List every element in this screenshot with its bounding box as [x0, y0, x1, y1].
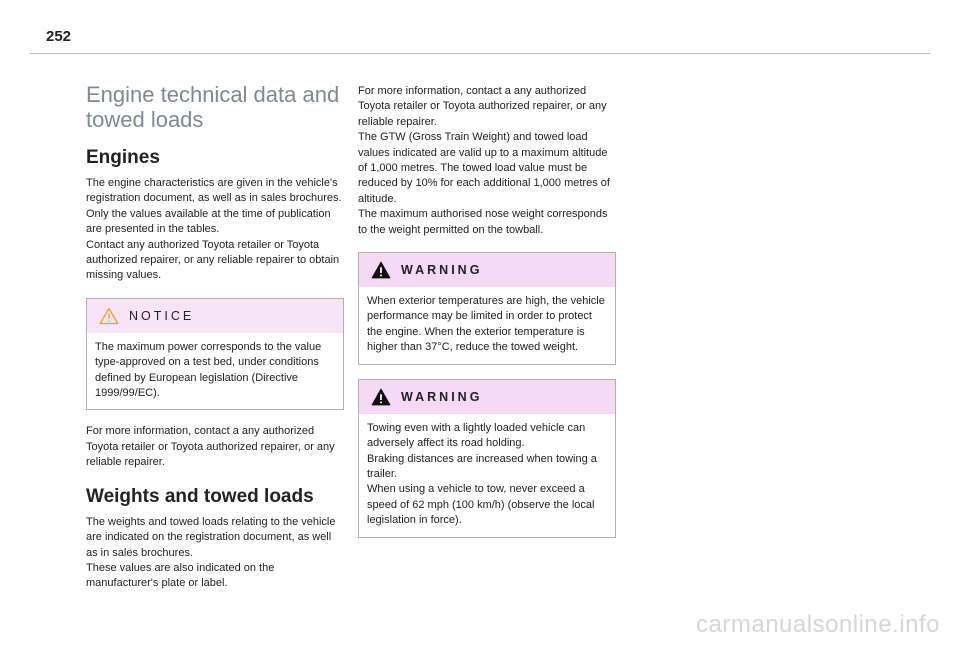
- warning-header-1: [359, 253, 615, 287]
- warning-header-2: [359, 380, 615, 414]
- warning-box-1: [358, 252, 616, 365]
- weights-text: The weights and towed loads relating to the vehicle are indicated on the registration document, as well as in sales brochures. These values are also indicated on the manufacturer's plate or label.: [86, 515, 336, 590]
- left-column: [86, 82, 344, 592]
- notice-box: [86, 298, 344, 411]
- notice-header: [87, 299, 343, 333]
- warning-triangle-icon: [371, 388, 391, 406]
- warning-triangle-outline-icon: [99, 307, 119, 325]
- watermark: carmanualsonline.info: [696, 611, 940, 638]
- page-number: 252: [46, 28, 72, 45]
- notice-label: NOTICE: [129, 308, 195, 323]
- warning-text-2: Towing even with a lightly loaded vehicle can adversely affect its road holding. Braking distances are increased when towing a trailer. When using a vehicle to tow, never exceed a speed of 62 mph (100 km/h) (observe the local legislation in force).: [367, 421, 597, 527]
- warning-body-2: [359, 414, 615, 537]
- page-title: Engine technical data and towed loads: [86, 82, 340, 132]
- intro-text: For more information, contact a any authorized Toyota retailer or Toyota authorized repairer, or any reliable repairer. The GTW (Gross Train Weight) and towed load values indicated are valid up to a maximum altitude of 1,000 metres. The towed load value must be reduced by 10% for each additional 1,000 metres of altitude. The maximum authorised nose weight corresponds to the weight permitted on the towball.: [358, 85, 610, 236]
- warning-text-1: When exterior temperatures are high, the vehicle performance may be limited in order to protect the engine. When the exterior temperature is higher than 37°C, reduce the towed weight.: [367, 295, 605, 354]
- header-rule: [30, 53, 930, 54]
- warning-body-1: [359, 287, 615, 364]
- weights-heading: Weights and towed loads: [86, 485, 314, 507]
- warning-label-2: WARNING: [401, 389, 483, 404]
- warning-label-1: WARNING: [401, 263, 483, 278]
- notice-body: [87, 333, 343, 410]
- more-info-text: For more information, contact a any authorized Toyota retailer or Toyota authorized repairer, or any reliable repairer.: [86, 425, 335, 469]
- engines-heading: Engines: [86, 147, 160, 168]
- notice-text: The maximum power corresponds to the value type-approved on a test bed, under conditions defined by European legislation (Directive 1999/99/EC).: [95, 340, 322, 400]
- engines-text: The engine characteristics are given in the vehicle's registration document, as well as in sales brochures. Only the values available at the time of publication are presented in the tables. Contact any authorized Toyota retailer or Toyota authorized repairer, or any reliable repairer to obtain missing values.: [86, 177, 342, 282]
- warning-box-2: [358, 379, 616, 538]
- middle-column: [358, 84, 616, 552]
- warning-triangle-icon: [371, 261, 391, 279]
